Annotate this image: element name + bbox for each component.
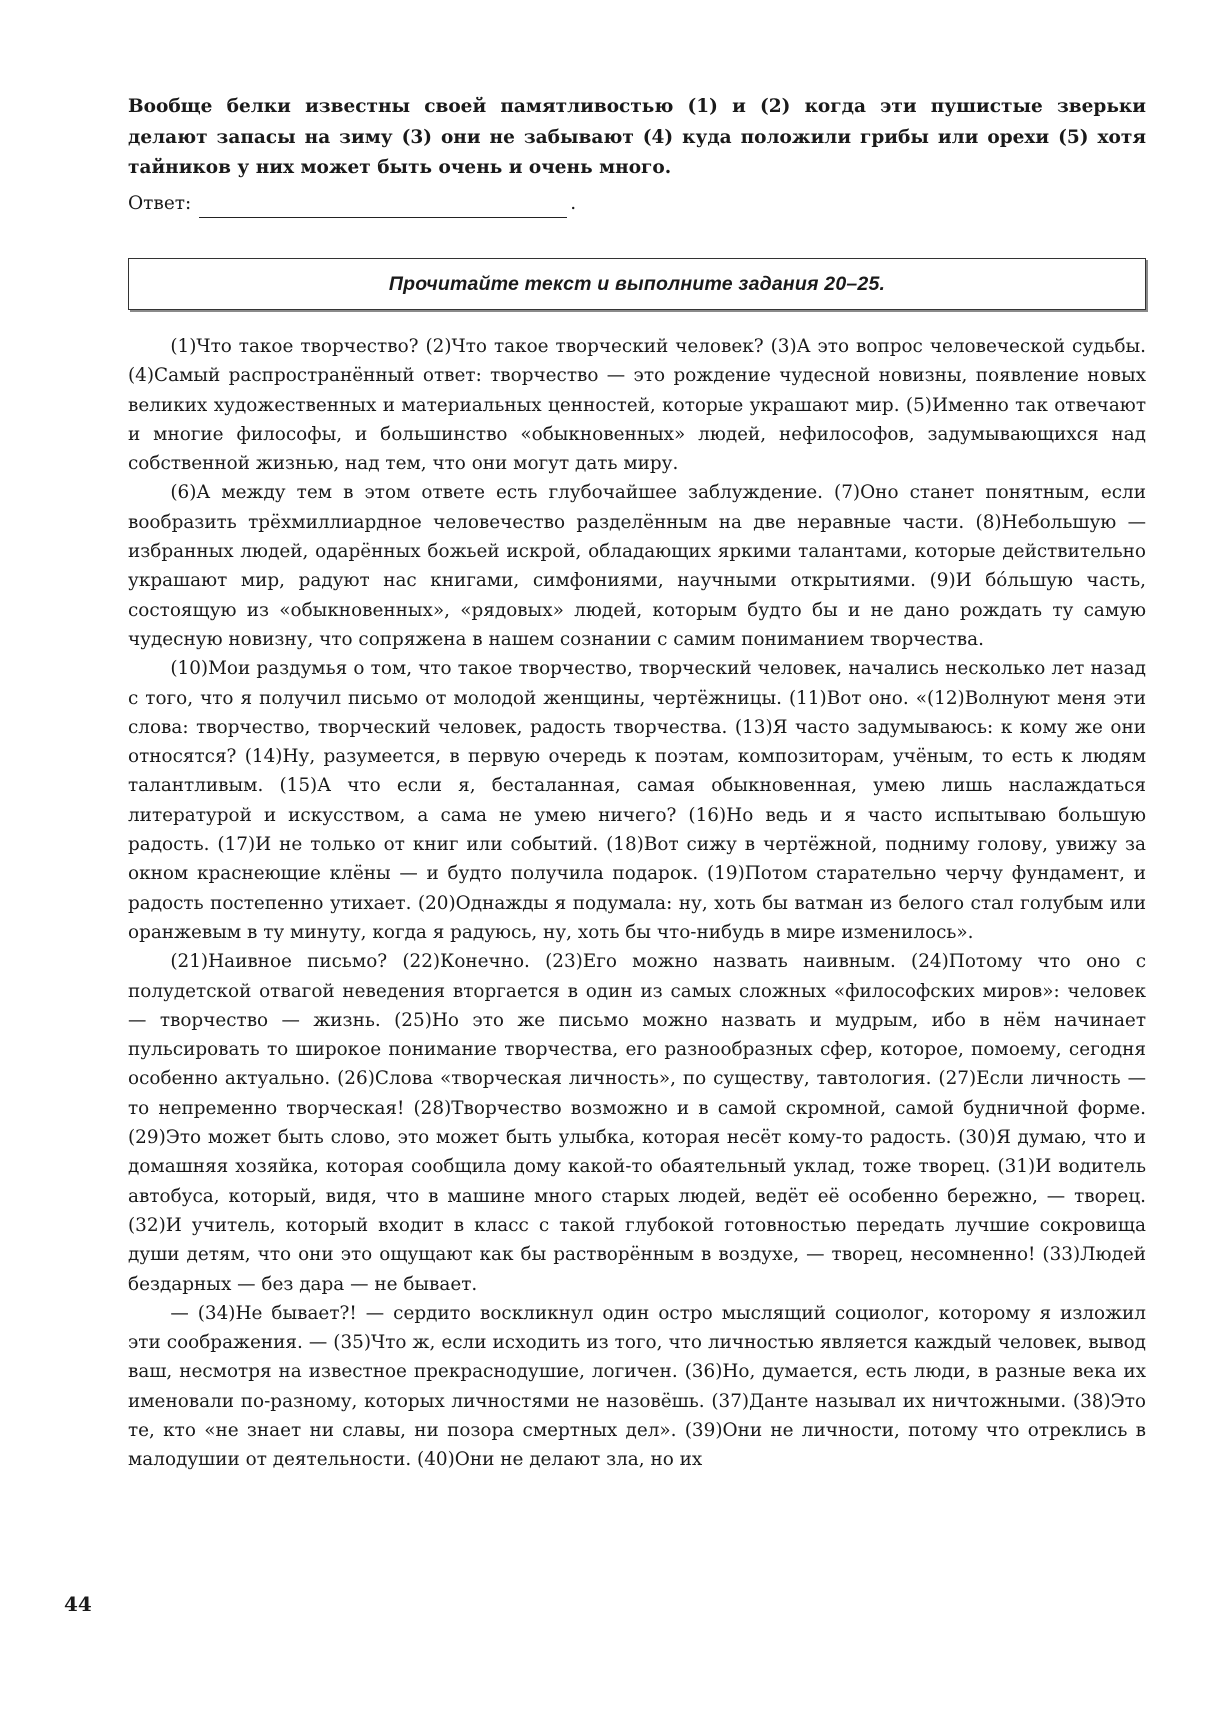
paragraph-2: (6)А между тем в этом ответе есть глубочайшее заблуждение. (7)Оно станет понятным, если вообразить трёхмиллиардное человечество разделённым на две неравные части. (8)Небольшую — избранных людей, одарённых божьей искрой, обладающих яркими талантами, которые действительно украшают мир, радуют нас книгами, симфониями, научными открытиями. (9)И бо́льшую часть, состоящую из «обыкновенных», «рядовых» людей, которым будто бы и не дано рождать ту самую чудесную новизну, что сопряжена в нашем сознании с самим пониманием творчества. [128, 482, 1146, 650]
paragraph-1: (1)Что такое творчество? (2)Что такое творческий человек? (3)А это вопрос человеческой судьбы. (4)Самый распространённый ответ: творчество — это рождение чудесной новизны, появление новых великих художественных и материальных ценностей, которые украшают мир. (5)Именно так отвечают и многие философы, и большинство «обыкновенных» людей, нефилософов, задумывающихся над собственной жизнью, над тем, что они могут дать миру. [128, 336, 1146, 475]
answer-label: Ответ: [128, 193, 192, 214]
reading-text [128, 332, 1146, 1475]
task-sentence: Вообще белки известны своей памятливостью (1) и (2) когда эти пушистые зверьки делают запасы на зиму (3) они не забывают (4) куда положили грибы или орехи (5) хотя тайников у них может быть очень и очень много. [128, 96, 1146, 178]
paragraph-3: (10)Мои раздумья о том, что такое творчество, творческий человек, начались несколько лет назад с того, что я получил письмо от молодой женщины, чертёжницы. (11)Вот оно. «(12)Волнуют меня эти слова: творчество, творческий человек, радость творчества. (13)Я часто задумываюсь: к кому же они относятся? (14)Ну, разумеется, в первую очередь к поэтам, композиторам, учёным, то есть к людям талантливым. (15)А что если я, бесталанная, самая обыкновенная, умею лишь наслаждаться литературой и искусством, а сама не умею ничего? (16)Но ведь и я часто испытываю большую радость. (17)И не только от книг или событий. (18)Вот сижу в чертёжной, подниму голову, увижу за окном краснеющие клёны — и будто получила подарок. (19)Потом старательно черчу фундамент, и радость постепенно утихает. (20)Однажды я подумала: ну, хоть бы ватман из белого стал голубым или оранжевым в ту минуту, когда я радуюсь, ну, хоть бы что-нибудь в мире изменилось». [128, 658, 1146, 943]
paragraph-4: (21)Наивное письмо? (22)Конечно. (23)Его можно назвать наивным. (24)Потому что оно с полудетской отвагой неведения вторгается в один из самых сложных «философских миров»: человек — творчество — жизнь. (25)Но это же письмо можно назвать и мудрым, ибо в нём начинает пульсировать то широкое понимание творчества, его разнообразных сфер, которое, помоему, сегодня особенно актуально. (26)Слова «творческая личность», по существу, тавтология. (27)Если личность — то непременно творческая! (28)Творчество возможно и в самой скромной, самой будничной форме. (29)Это может быть слово, это может быть улыбка, которая несёт кому-то радость. (30)Я думаю, что и домашняя хозяйка, которая сообщила дому какой-то обаятельный уклад, тоже творец. (31)И водитель автобуса, который, видя, что в машине много старых людей, ведёт её особенно бережно, — творец. (32)И учитель, который входит в класс с такой глубокой готовностью передать лучшие сокровища души детям, что они это ощущают как бы растворённым в воздухе, — творец, несомненно! (33)Людей бездарных — без дара — не бывает. [128, 951, 1146, 1295]
answer-end-period: . [570, 193, 577, 214]
section-header-box [128, 258, 1146, 310]
section-header: Прочитайте текст и выполните задания 20–25. [388, 272, 886, 295]
answer-row [128, 190, 576, 218]
page-number: 44 [64, 1592, 92, 1616]
answer-input-line[interactable] [199, 195, 567, 218]
paragraph-5: — (34)Не бывает?! — сердито воскликнул один остро мыслящий социолог, которому я изложил эти соображения. — (35)Что ж, если исходить из того, что личностью является каждый человек, вывод ваш, несмотря на известное прекраснодушие, логичен. (36)Но, думается, есть люди, в разные века их именовали по-разному, которых личностями не назовёшь. (37)Данте называл их ничтожными. (38)Это те, кто «не знает ни славы, ни позора смертных дел». (39)Они не личности, потому что отреклись в малодушии от деятельности. (40)Они не делают зла, но их [128, 1302, 1146, 1471]
